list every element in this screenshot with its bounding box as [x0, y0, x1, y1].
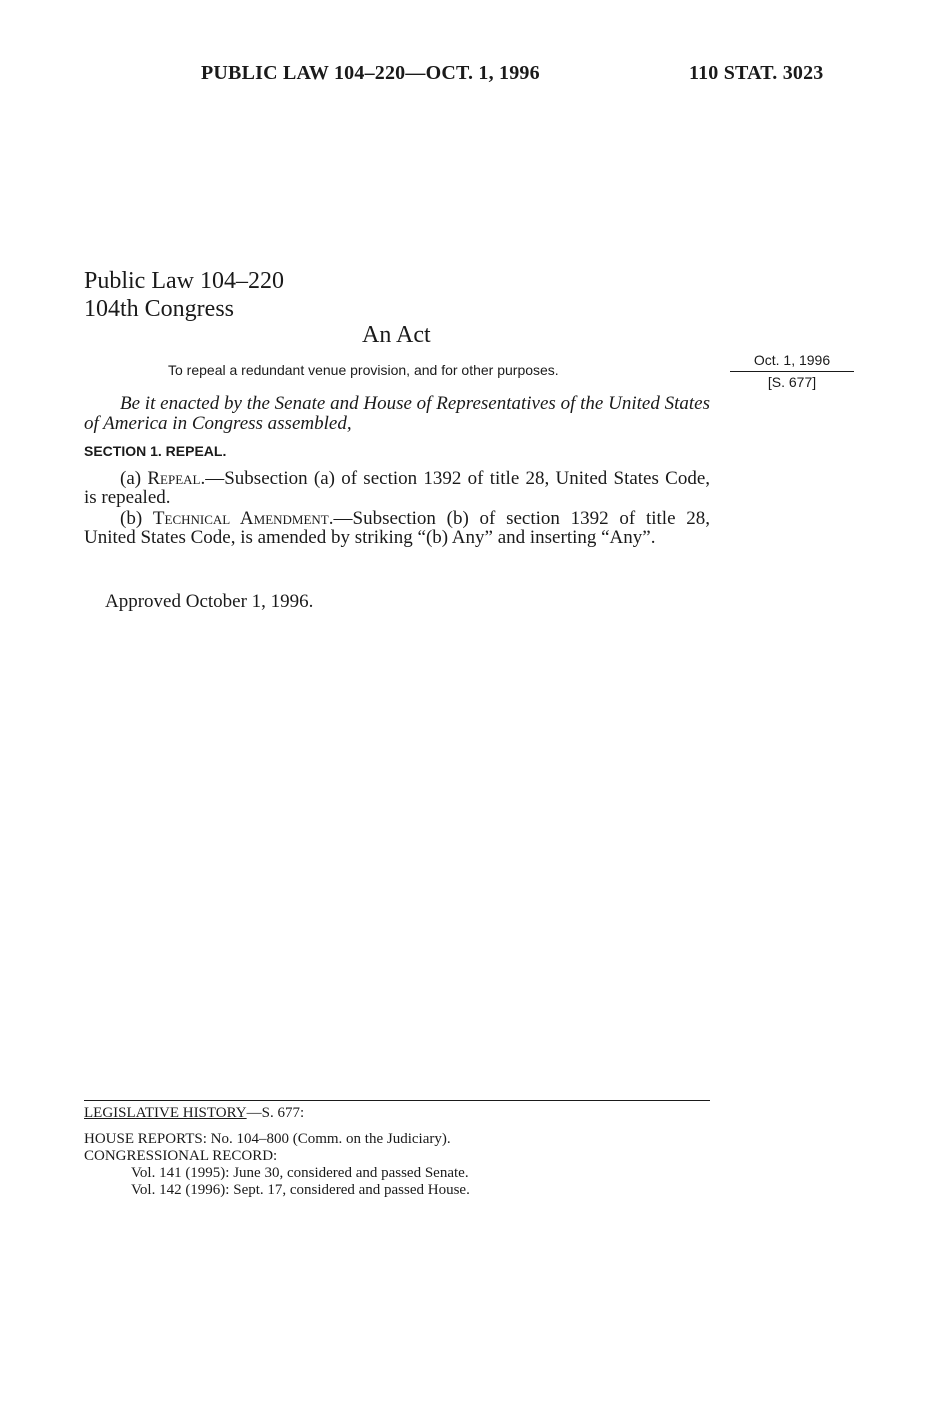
subsection-b-label: (b) [120, 508, 143, 529]
margin-note-divider [730, 371, 854, 372]
statute-page-number: 110 STAT. 3023 [689, 62, 824, 84]
enacting-clause-text: Be it enacted by the Senate and House of Representatives of the United States of America in Congress assembled, [84, 393, 710, 434]
subsection-a-label: (a) [120, 468, 142, 489]
margin-note-bill-number: [S. 677] [767, 374, 817, 390]
subsection-b [84, 509, 710, 547]
legislative-history-title: LEGISLATIVE HISTORY [84, 1105, 247, 1121]
legislative-history-heading [84, 1105, 304, 1122]
public-law-number: Public Law 104–220 [84, 268, 284, 294]
running-head-title: PUBLIC LAW 104–220—OCT. 1, 1996 [201, 62, 540, 84]
act-heading: An Act [362, 322, 431, 348]
house-reports: HOUSE REPORTS: No. 104–800 (Comm. on the Judiciary). [84, 1131, 451, 1147]
congress-number: 104th Congress [84, 296, 234, 322]
margin-note-date: Oct. 1, 1996 [753, 352, 831, 368]
congressional-record-vol-142: Vol. 142 (1996): Sept. 17, considered and passed House. [131, 1182, 470, 1198]
congressional-record-vol-141: Vol. 141 (1995): June 30, considered and passed Senate. [131, 1165, 469, 1181]
subsection-b-text: —Subsection (b) of section 1392 of title 28, United States Code, is amended by striking “(b) Any” and inserting “Any”. [84, 508, 710, 548]
subsection-b-heading: Technical Amendment. [152, 508, 334, 529]
subsection-a [84, 469, 710, 507]
subsection-a-text: —Subsection (a) of section 1392 of title 28, United States Code, is repealed. [84, 468, 711, 508]
legislative-history-bill: —S. 677: [246, 1105, 305, 1121]
section-heading: SECTION 1. REPEAL. [84, 443, 227, 459]
congressional-record-heading: CONGRESSIONAL RECORD: [84, 1148, 278, 1164]
approval-date: Approved October 1, 1996. [105, 591, 314, 612]
legislative-history-divider [84, 1100, 710, 1101]
subsection-a-heading: Repeal. [147, 468, 206, 489]
enacting-clause [84, 394, 710, 434]
act-purpose: To repeal a redundant venue provision, and for other purposes. [168, 362, 559, 378]
